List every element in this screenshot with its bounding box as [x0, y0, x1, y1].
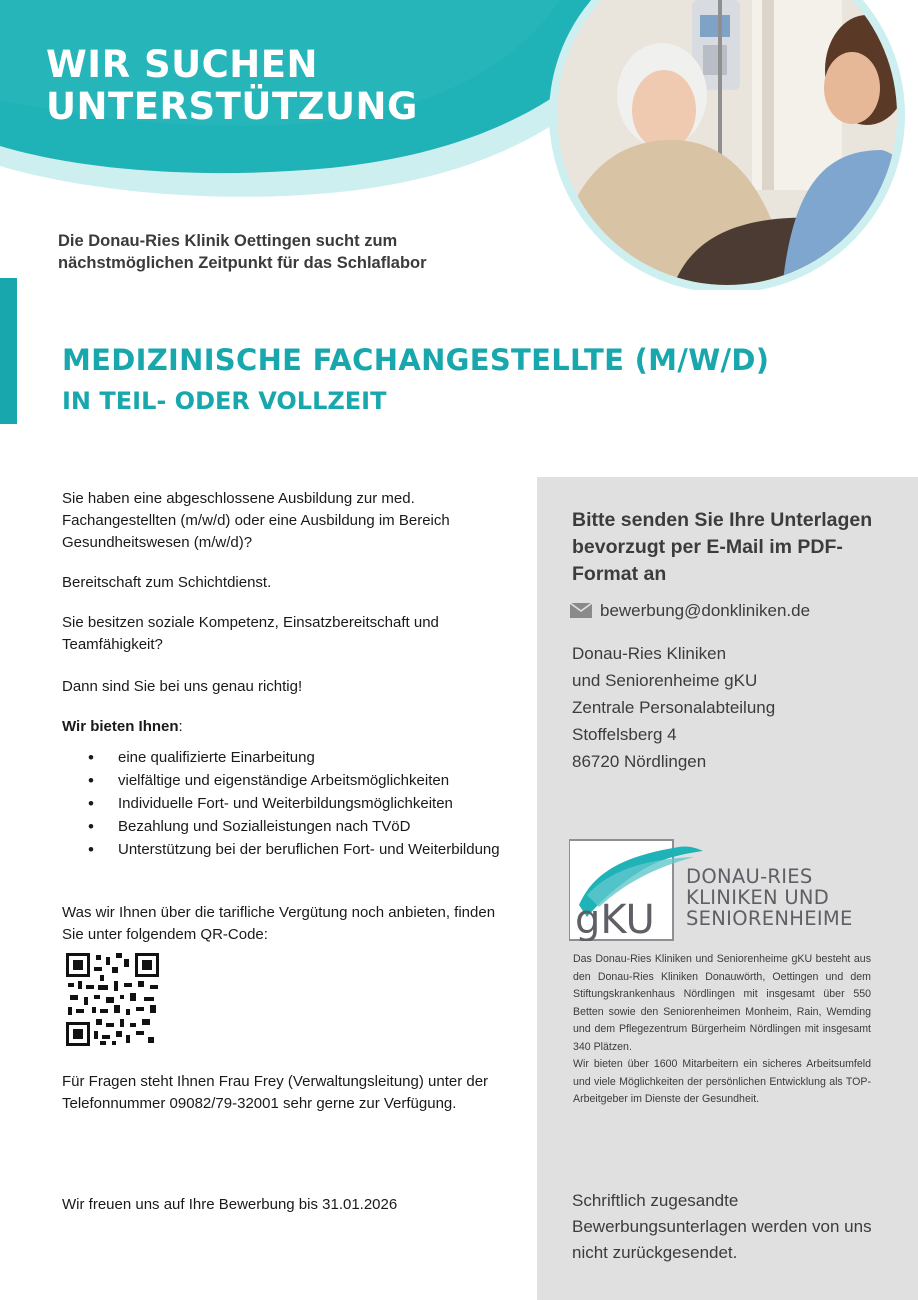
list-item: • Unterstützung bei der beruflichen Fort- und Weiterbildung [62, 838, 512, 861]
logo-mark: gKU [575, 897, 655, 941]
side-accent-bar [0, 278, 17, 424]
requirement-competence: Sie besitzen soziale Kompetenz, Einsatzbereitschaft und Teamfähigkeit? [62, 614, 439, 653]
logo-line: DONAU-RIES [686, 865, 813, 888]
job-subtitle: IN TEIL- ODER VOLLZEIT [62, 387, 387, 415]
requirement-shift: Bereitschaft zum Schichtdienst. [62, 574, 272, 591]
address-line: 86720 Nördlingen [572, 752, 707, 771]
headline-line-1: WIR SUCHEN [46, 43, 319, 86]
offers-list [62, 746, 512, 861]
header-photo [522, 0, 918, 290]
gku-logo [569, 835, 704, 941]
return-note: Schriftlich zugesandte Bewerbungsunterlagen werden von uns nicht zurückgesendet. [572, 1191, 872, 1262]
logo-line: KLINIKEN UND [686, 886, 830, 909]
logo-line: SENIORENHEIME [686, 907, 853, 930]
qr-code[interactable] [66, 953, 159, 1046]
qr-intro: Was wir Ihnen über die tarifliche Vergütung noch anbieten, finden Sie unter folgendem QR-Code: [62, 904, 496, 943]
intro-subtitle: Die Donau-Ries Klinik Oettingen sucht zum nächstmöglichen Zeitpunkt für das Schlaflabor [58, 232, 427, 272]
application-heading: Bitte senden Sie Ihre Unterlagen bevorzugt per E-Mail im PDF-Format an [572, 509, 873, 585]
email-link[interactable]: bewerbung@donkliniken.de [600, 601, 811, 620]
about-organisation [573, 951, 871, 1109]
requirement-closing: Dann sind Sie bei uns genau richtig! [62, 678, 303, 695]
postal-address [572, 640, 775, 775]
deadline-note: Wir freuen uns auf Ihre Bewerbung bis 31.01.2026 [62, 1196, 398, 1213]
logo-wordmark [686, 866, 853, 929]
envelope-icon [570, 603, 592, 618]
offers-heading: Wir bieten Ihnen: [62, 718, 183, 735]
list-item: • eine qualifizierte Einarbeitung [62, 746, 512, 769]
address-line: und Seniorenheime gKU [572, 671, 758, 690]
list-item: • Individuelle Fort- und Weiterbildungsmöglichkeiten [62, 792, 512, 815]
about-paragraph: Das Donau-Ries Kliniken und Seniorenheime gKU besteht aus den Donau-Ries Kliniken Donauwörth, Oettingen und dem Stiftungskrankenhaus Nördlingen mit insgesamt über 550 Betten sowie den Seniorenheimen Monheim, Rain, Wemding und dem Pflegezentrum Bürgerheim Nördlingen mit insgesamt 340 Plätzen. [573, 953, 871, 1053]
contact-note: Für Fragen steht Ihnen Frau Frey (Verwaltungsleitung) unter der Telefonnummer 09082/79-32001 sehr gerne zur Verfügung. [62, 1073, 489, 1112]
job-title: MEDIZINISCHE FACHANGESTELLTE (M/W/D) [62, 343, 770, 377]
requirement-qualification: Sie haben eine abgeschlossene Ausbildung zur med. Fachangestellten (m/w/d) oder eine Ausbildung im Bereich Gesundheitswesen (m/w/d)? [62, 490, 450, 551]
address-line: Zentrale Personalabteilung [572, 698, 776, 717]
about-paragraph: Wir bieten über 1600 Mitarbeitern ein sicheres Arbeitsumfeld und viele Möglichkeiten der persönlichen Entwicklung als TOP-Arbeitgeber im Dienste der Gesundheit. [573, 1058, 871, 1105]
email-row[interactable] [570, 601, 810, 621]
page-headline [46, 44, 418, 128]
address-line: Donau-Ries Kliniken [572, 644, 727, 663]
address-line: Stoffelsberg 4 [572, 725, 677, 744]
list-item: • Bezahlung und Sozialleistungen nach TVöD [62, 815, 512, 838]
application-panel [537, 477, 918, 1300]
headline-line-2: UNTERSTÜTZUNG [46, 85, 418, 128]
list-item: • vielfältige und eigenständige Arbeitsmöglichkeiten [62, 769, 512, 792]
